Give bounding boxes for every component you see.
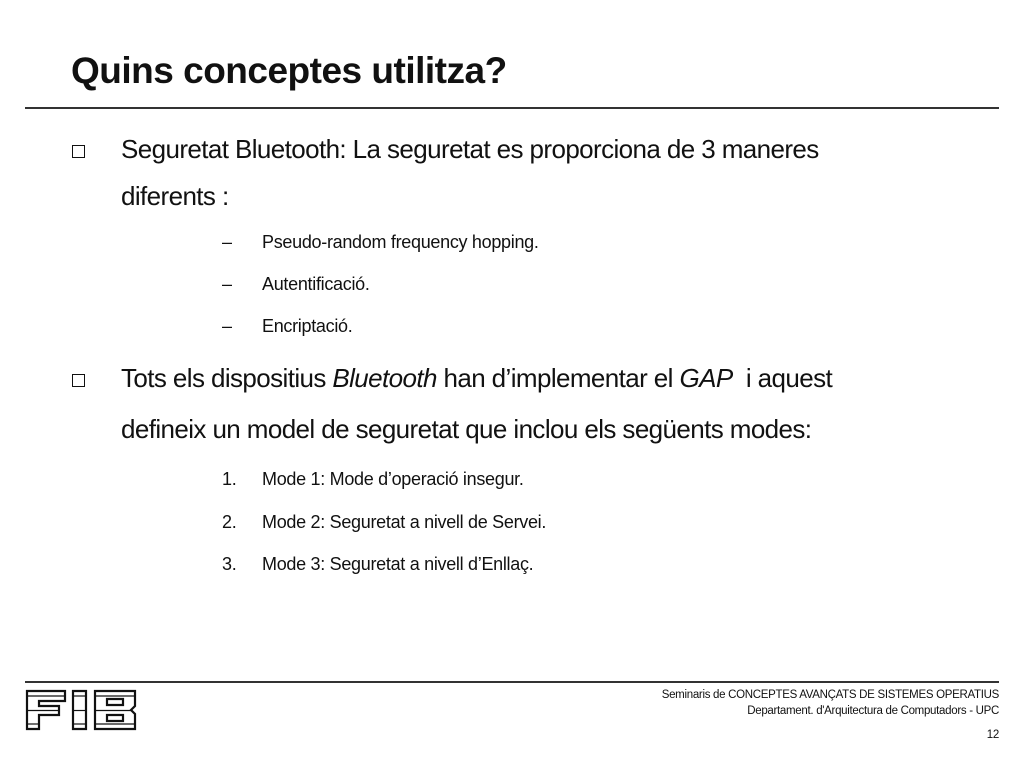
footer-divider <box>25 681 999 683</box>
dash-marker: – <box>222 316 232 336</box>
sub-item-autentificacio: Autentificació. <box>262 274 370 294</box>
sub-item-encriptacio: Encriptació. <box>262 316 353 336</box>
number-marker: 1. <box>222 469 237 489</box>
sub-item-mode-2: Mode 2: Seguretat a nivell de Servei. <box>262 512 547 532</box>
text-segment: han d’implementar el <box>436 363 680 393</box>
text-segment: i aquest <box>732 363 833 393</box>
title-divider <box>25 107 999 109</box>
text-segment: Tots els dispositius <box>121 363 333 393</box>
bullet-1-line-2: diferents : <box>121 181 229 211</box>
gap-term: GAP <box>679 363 733 393</box>
footer-course-name: Seminaris de CONCEPTES AVANÇATS DE SISTEMES OPERATIUS <box>661 689 999 701</box>
sub-item-mode-1: Mode 1: Mode d’operació insegur. <box>262 469 524 489</box>
bullet-1-line-1: Seguretat Bluetooth: La seguretat es proporciona de 3 maneres <box>121 134 819 164</box>
page-number: 12 <box>986 729 999 741</box>
fib-logo-icon <box>25 689 139 731</box>
footer-department: Departament. d'Arquitectura de Computadors - UPC <box>747 705 999 717</box>
dash-marker: – <box>222 232 232 252</box>
sub-item-frequency-hopping: Pseudo-random frequency hopping. <box>262 232 539 252</box>
slide-title: Quins conceptes utilitza? <box>71 50 507 91</box>
number-marker: 2. <box>222 512 237 532</box>
dash-marker: – <box>222 274 232 294</box>
sub-item-mode-3: Mode 3: Seguretat a nivell d’Enllaç. <box>262 554 534 574</box>
bluetooth-term: Bluetooth <box>332 363 437 393</box>
bullet-2-line-2: defineix un model de seguretat que inclou els següents modes: <box>121 414 812 444</box>
bullet-2-line-1 <box>121 363 832 394</box>
square-bullet-icon <box>72 374 85 387</box>
number-marker: 3. <box>222 554 237 574</box>
square-bullet-icon <box>72 145 85 158</box>
